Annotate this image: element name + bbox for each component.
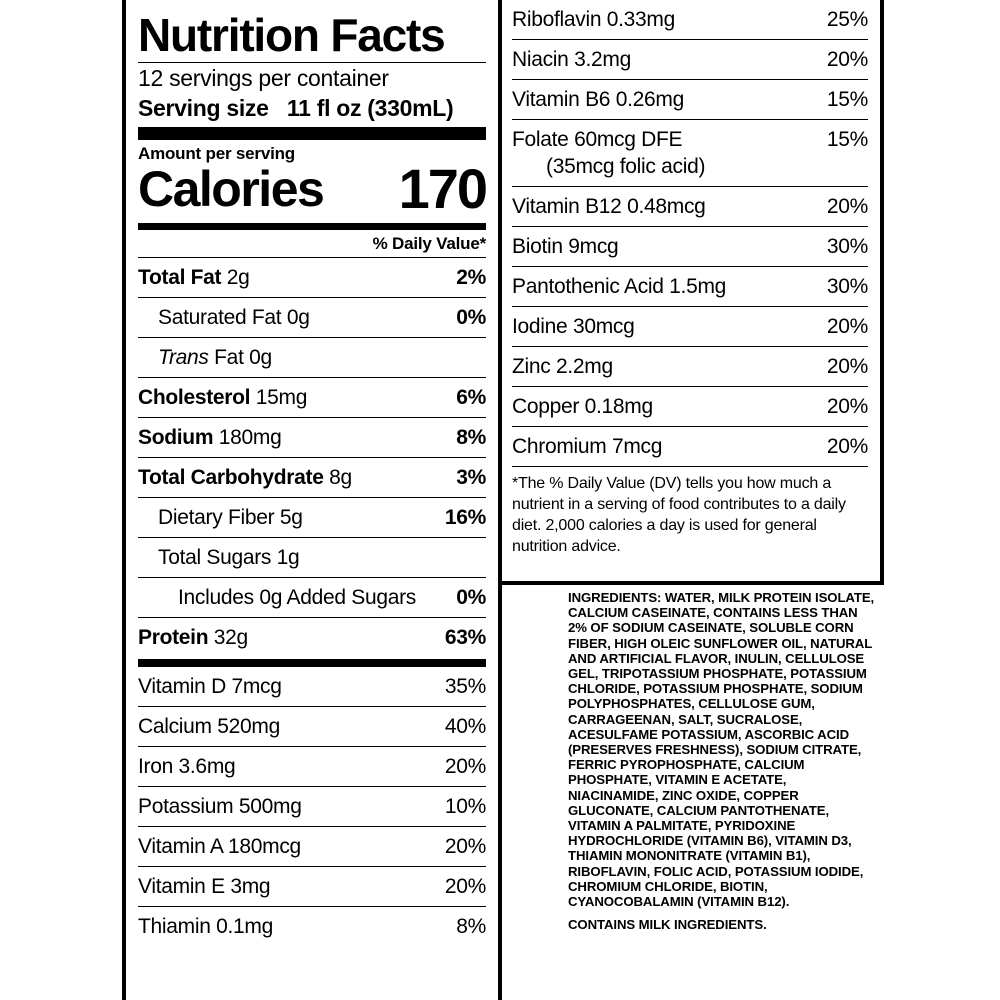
vitamin-daily-value: 30% xyxy=(826,235,868,258)
nutrient-name: Cholesterol 15mg xyxy=(138,386,308,409)
nutrient-daily-value: 16% xyxy=(444,506,486,529)
vitamin-daily-value: 8% xyxy=(456,915,486,938)
vitamin-daily-value: 20% xyxy=(826,355,868,378)
vitamin-daily-value: 10% xyxy=(444,795,486,818)
vitamin-row xyxy=(512,307,868,347)
daily-value-header: % Daily Value* xyxy=(372,234,486,253)
vitamin-row xyxy=(512,347,868,387)
nutrition-panel-primary xyxy=(122,0,502,1000)
nutrient-row xyxy=(138,497,486,537)
vitamin-name: Biotin 9mcg xyxy=(512,235,619,258)
vitamin-row xyxy=(512,227,868,267)
daily-value-footnote: *The % Daily Value (DV) tells you how much a nutrient in a serving of food contributes to a daily diet. 2,000 calories a day is used for general nutrition advice. xyxy=(512,475,846,555)
nutrient-list xyxy=(138,257,486,657)
nutrient-row xyxy=(138,417,486,457)
nutrient-row xyxy=(138,377,486,417)
nutrient-name: Dietary Fiber 5g xyxy=(158,506,303,529)
nutrient-daily-value: 0% xyxy=(456,586,486,609)
vitamin-name: Calcium 520mg xyxy=(138,715,280,738)
nutrient-row xyxy=(138,537,486,577)
vitamin-name: Iron 3.6mg xyxy=(138,755,236,778)
vitamin-row xyxy=(138,706,486,746)
vitamin-daily-value: 20% xyxy=(444,835,486,858)
serving-size-row xyxy=(138,93,486,123)
nutrition-panel-secondary xyxy=(502,0,884,585)
amount-per-serving-label: Amount per serving xyxy=(138,144,295,163)
vitamin-daily-value: 20% xyxy=(444,755,486,778)
nutrient-daily-value: 3% xyxy=(456,466,486,489)
vitamin-name: Thiamin 0.1mg xyxy=(138,915,273,938)
vitamin-daily-value: 15% xyxy=(826,88,868,111)
nutrient-name: Sodium 180mg xyxy=(138,426,282,449)
vitamin-name: Vitamin A 180mcg xyxy=(138,835,301,858)
nutrient-row xyxy=(138,297,486,337)
servings-per-container: 12 servings per container xyxy=(138,65,389,91)
nutrient-name: Total Fat 2g xyxy=(138,266,250,289)
vitamin-name: Niacin 3.2mg xyxy=(512,48,631,71)
ingredients-text xyxy=(568,590,878,909)
vitamin-name: Vitamin B6 0.26mg xyxy=(512,88,684,111)
divider-thick-1 xyxy=(138,127,486,140)
vitamin-name: Iodine 30mcg xyxy=(512,315,635,338)
vitamin-list-primary xyxy=(138,666,486,946)
vitamin-row xyxy=(138,786,486,826)
nutrient-row xyxy=(138,617,486,657)
nutrient-daily-value: 0% xyxy=(456,306,486,329)
vitamin-row xyxy=(512,80,868,120)
nutrient-name: Protein 32g xyxy=(138,626,248,649)
vitamin-daily-value: 15% xyxy=(826,128,868,151)
serving-size-label: Serving size xyxy=(138,95,269,121)
vitamin-name: Potassium 500mg xyxy=(138,795,302,818)
vitamin-name: Vitamin B12 0.48mcg xyxy=(512,195,706,218)
vitamin-subtext: (35mcg folic acid) xyxy=(512,154,868,187)
nutrient-daily-value: 6% xyxy=(456,386,486,409)
calories-label: Calories xyxy=(138,161,324,217)
contains-statement: CONTAINS MILK INGREDIENTS. xyxy=(568,917,767,933)
nutrient-name: Includes 0g Added Sugars xyxy=(178,586,416,609)
divider-medium-1 xyxy=(138,223,486,230)
nutrient-row xyxy=(138,457,486,497)
vitamin-name: Folate 60mcg DFE xyxy=(512,128,683,151)
serving-size-value: 11 fl oz (330mL) xyxy=(286,95,454,121)
vitamin-daily-value: 20% xyxy=(826,395,868,418)
ingredients-heading: INGREDIENTS: xyxy=(568,590,662,605)
vitamin-name: Zinc 2.2mg xyxy=(512,355,613,378)
vitamin-row xyxy=(512,427,868,467)
nutrient-daily-value: 2% xyxy=(456,266,486,289)
vitamin-row xyxy=(512,40,868,80)
vitamin-name: Copper 0.18mg xyxy=(512,395,653,418)
vitamin-daily-value: 20% xyxy=(826,195,868,218)
calories-value: 170 xyxy=(398,157,486,220)
vitamin-daily-value: 30% xyxy=(826,275,868,298)
vitamin-row xyxy=(512,0,868,40)
vitamin-row xyxy=(138,906,486,946)
divider-medium-2 xyxy=(138,659,486,666)
ingredients-block xyxy=(568,590,878,932)
nutrient-name: Total Sugars 1g xyxy=(158,546,300,569)
vitamin-name: Riboflavin 0.33mg xyxy=(512,8,675,31)
calories-row xyxy=(138,157,486,220)
nutrient-name: Saturated Fat 0g xyxy=(158,306,310,329)
vitamin-row xyxy=(138,746,486,786)
vitamin-list-secondary xyxy=(512,0,868,467)
vitamin-row xyxy=(512,187,868,227)
vitamin-row xyxy=(512,120,868,154)
nutrient-daily-value: 8% xyxy=(456,426,486,449)
vitamin-row xyxy=(138,866,486,906)
ingredients-body: WATER, MILK PROTEIN ISOLATE, CALCIUM CASEINATE, CONTAINS LESS THAN 2% OF SODIUM CASEINATE, SOLUBLE CORN FIBER, HIGH OLEIC SUNFLOWER OIL, NATURAL AND ARTIFICIAL FLAVOR, INULIN, CELLULOSE GEL, TRIPOTASSIUM PHOSPHATE, POTASSIUM CHLORIDE, POTASSIUM PHOSPHATE, SODIUM POLYPHOSPHATES, CELLULOSE GUM, CARRAGEENAN, SALT, SUCRALOSE, ACESULFAME POTASSIUM, ASCORBIC ACID (PRESERVES FRESHNESS), SODIUM CITRATE, FERRIC PYROPHOSPHATE, CALCIUM PHOSPHATE, VITAMIN E ACETATE, NIACINAMIDE, ZINC OXIDE, COPPER GLUCONATE, CALCIUM PANTOTHENATE, VITAMIN A PALMITATE, PYRIDOXINE HYDROCHLORIDE (VITAMIN B6), VITAMIN D3, THIAMIN MONONITRATE (VITAMIN B1), RIBOFLAVIN, FOLIC ACID, POTASSIUM IODIDE, CHROMIUM CHLORIDE, BIOTIN, CYANOCOBALAMIN (VITAMIN B12). xyxy=(568,590,875,910)
vitamin-daily-value: 25% xyxy=(826,8,868,31)
vitamin-row xyxy=(512,267,868,307)
vitamin-name: Vitamin D 7mcg xyxy=(138,675,282,698)
vitamin-daily-value: 20% xyxy=(826,48,868,71)
vitamin-name: Vitamin E 3mg xyxy=(138,875,271,898)
page-title: Nutrition Facts xyxy=(138,9,445,61)
vitamin-daily-value: 40% xyxy=(444,715,486,738)
nutrient-name: Total Carbohydrate 8g xyxy=(138,466,352,489)
vitamin-row xyxy=(512,387,868,427)
vitamin-daily-value: 20% xyxy=(826,315,868,338)
vitamin-name: Pantothenic Acid 1.5mg xyxy=(512,275,727,298)
nutrient-row xyxy=(138,257,486,297)
nutrient-row xyxy=(138,577,486,617)
vitamin-daily-value: 35% xyxy=(444,675,486,698)
vitamin-name: Chromium 7mcg xyxy=(512,435,663,458)
vitamin-daily-value: 20% xyxy=(826,435,868,458)
vitamin-daily-value: 20% xyxy=(444,875,486,898)
vitamin-row xyxy=(138,666,486,706)
vitamin-row xyxy=(138,826,486,866)
nutrient-daily-value: 63% xyxy=(444,626,486,649)
nutrient-row xyxy=(138,337,486,377)
nutrient-name: Trans Fat 0g xyxy=(158,346,272,369)
